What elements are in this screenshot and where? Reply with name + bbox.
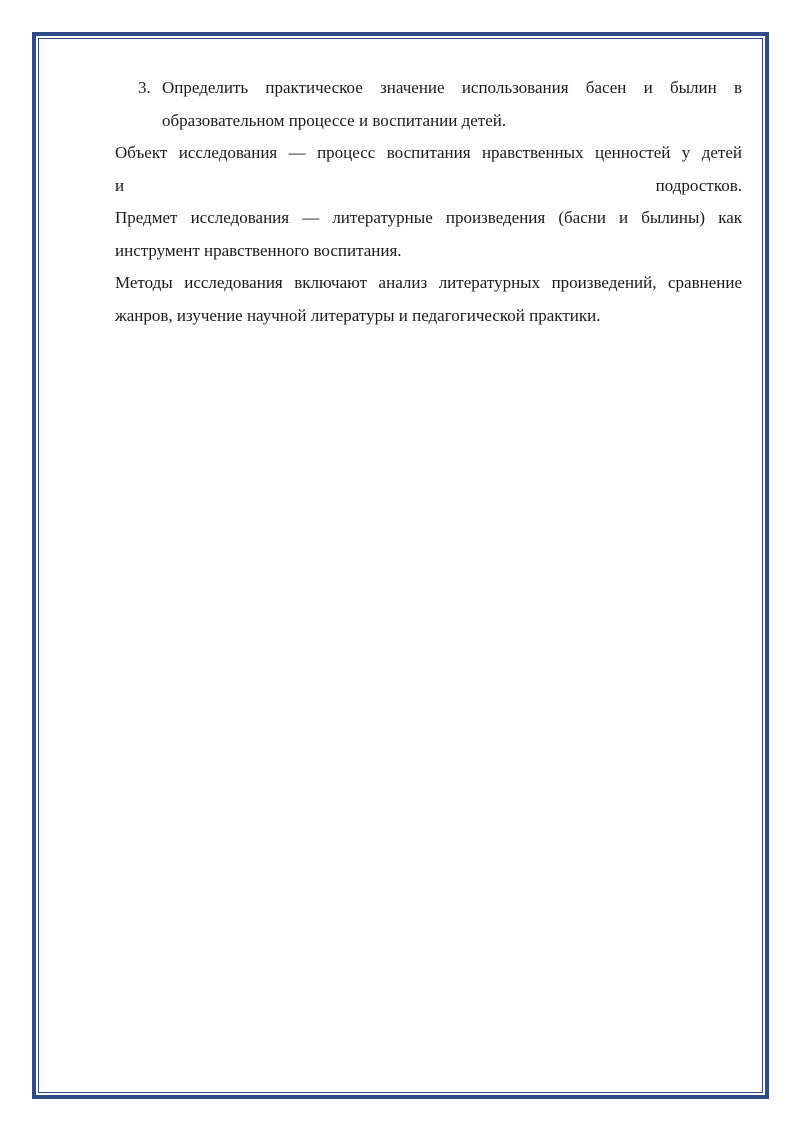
paragraph-object-line-2-text: и подростков.	[115, 175, 742, 195]
paragraph-object-line-2	[115, 170, 742, 203]
paragraph-subject: Предмет исследования — литературные произведения (басни и былины) как инструмент нравственного воспитания.	[115, 208, 742, 260]
paragraph-object-line-1: Объект исследования — процесс воспитания нравственных ценностей у детей	[115, 143, 742, 162]
numbered-list-item	[115, 72, 742, 137]
document-body	[115, 72, 742, 332]
paragraph-methods: Методы исследования включают анализ литературных произведений, сравнение жанров, изучение научной литературы и педагогической практики.	[115, 273, 742, 325]
list-item-text: Определить практическое значение использования басен и былин в образовательном процессе и воспитании детей.	[162, 78, 742, 130]
list-item-number: 3.	[138, 78, 151, 97]
